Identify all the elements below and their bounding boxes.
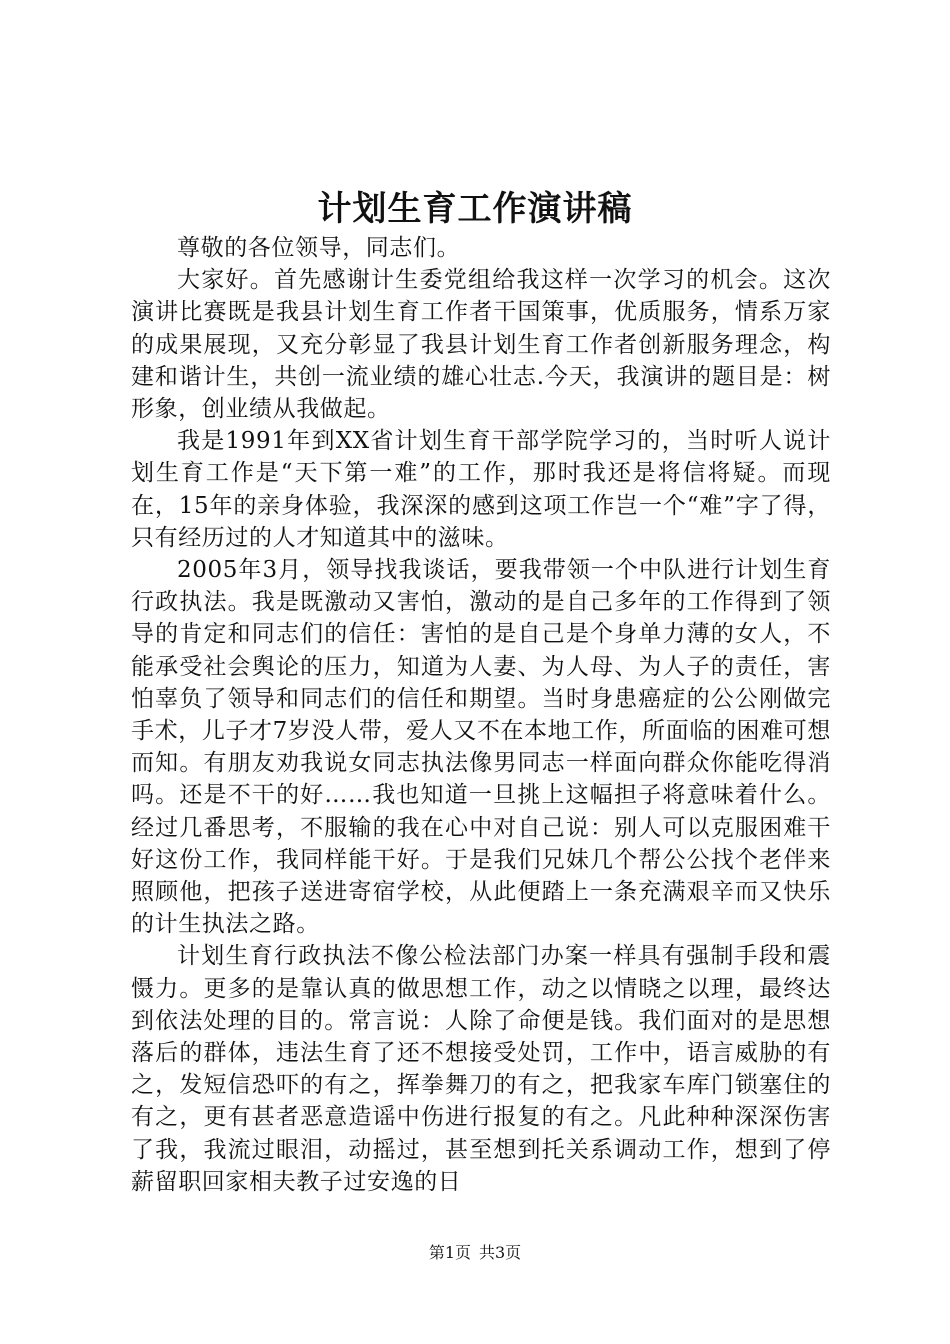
- paragraph-2005: 2005年3月，领导找我谈话，要我带领一个中队进行计划生育行政执法。我是既激动又害怕，激动的是自己多年的工作得到了领导的肯定和同志们的信任：害怕的是自己是个身单力薄的女人，不能承受社会舆论的压力，知道为人妻、为人母、为人子的责任，害怕辜负了领导和同志们的信任和期望。当时身患癌症的公公刚做完手术，儿子才7岁没人带，爱人又不在本地工作，所面临的困难可想而知。有朋友劝我说女同志执法像男同志一样面向群众你能吃得消吗。还是不干的好……我也知道一旦挑上这幅担子将意味着什么。经过几番思考，不服输的我在心中对自己说：别人可以克服困难干好这份工作，我同样能干好。于是我们兄妹几个帮公公找个老伴来照顾他，把孩子送进寄宿学校，从此便踏上一条充满艰辛而又快乐的计生执法之路。: [131, 557, 831, 938]
- paragraph-background: 我是1991年到XX省计划生育干部学院学习的，当时听人说计划生育工作是“天下第一难”的工作，那时我还是将信将疑。而现在，15年的亲身体验，我深深的感到这项工作岂一个“难”字了得，只有经历过的人才知道其中的滋味。: [131, 428, 831, 551]
- page-number: 第1页: [428, 1243, 471, 1262]
- page-total: 共3页: [479, 1243, 522, 1262]
- document-body: [131, 232, 831, 1198]
- paragraph-salutation: 尊敬的各位领导，同志们。: [177, 235, 461, 261]
- paragraph-opening: 大家好。首先感谢计生委党组给我这样一次学习的机会。这次演讲比赛既是我县计划生育工作者干国策事，优质服务，情系万家的成果展现，又充分彰显了我县计划生育工作者创新服务理念，构建和谐计生，共创一流业绩的雄心壮志.今天，我演讲的题目是：树形象，创业绩从我做起。: [131, 267, 831, 423]
- page-footer: [0, 1242, 950, 1264]
- document-title: 计划生育工作演讲稿: [317, 189, 633, 229]
- paragraph-enforcement: 计划生育行政执法不像公检法部门办案一样具有强制手段和震慑力。更多的是靠认真的做思想工作，动之以情晓之以理，最终达到依法处理的目的。常言说：人除了命便是钱。我们面对的是思想落后的群体，违法生育了还不想接受处罚，工作中，语言威胁的有之，发短信恐吓的有之，挥拳舞刀的有之，把我家车库门锁塞住的有之，更有甚者恶意造谣中伤进行报复的有之。凡此种种深深伤害了我，我流过眼泪，动摇过，甚至想到托关系调动工作，想到了停薪留职回家相夫教子过安逸的日: [131, 943, 831, 1195]
